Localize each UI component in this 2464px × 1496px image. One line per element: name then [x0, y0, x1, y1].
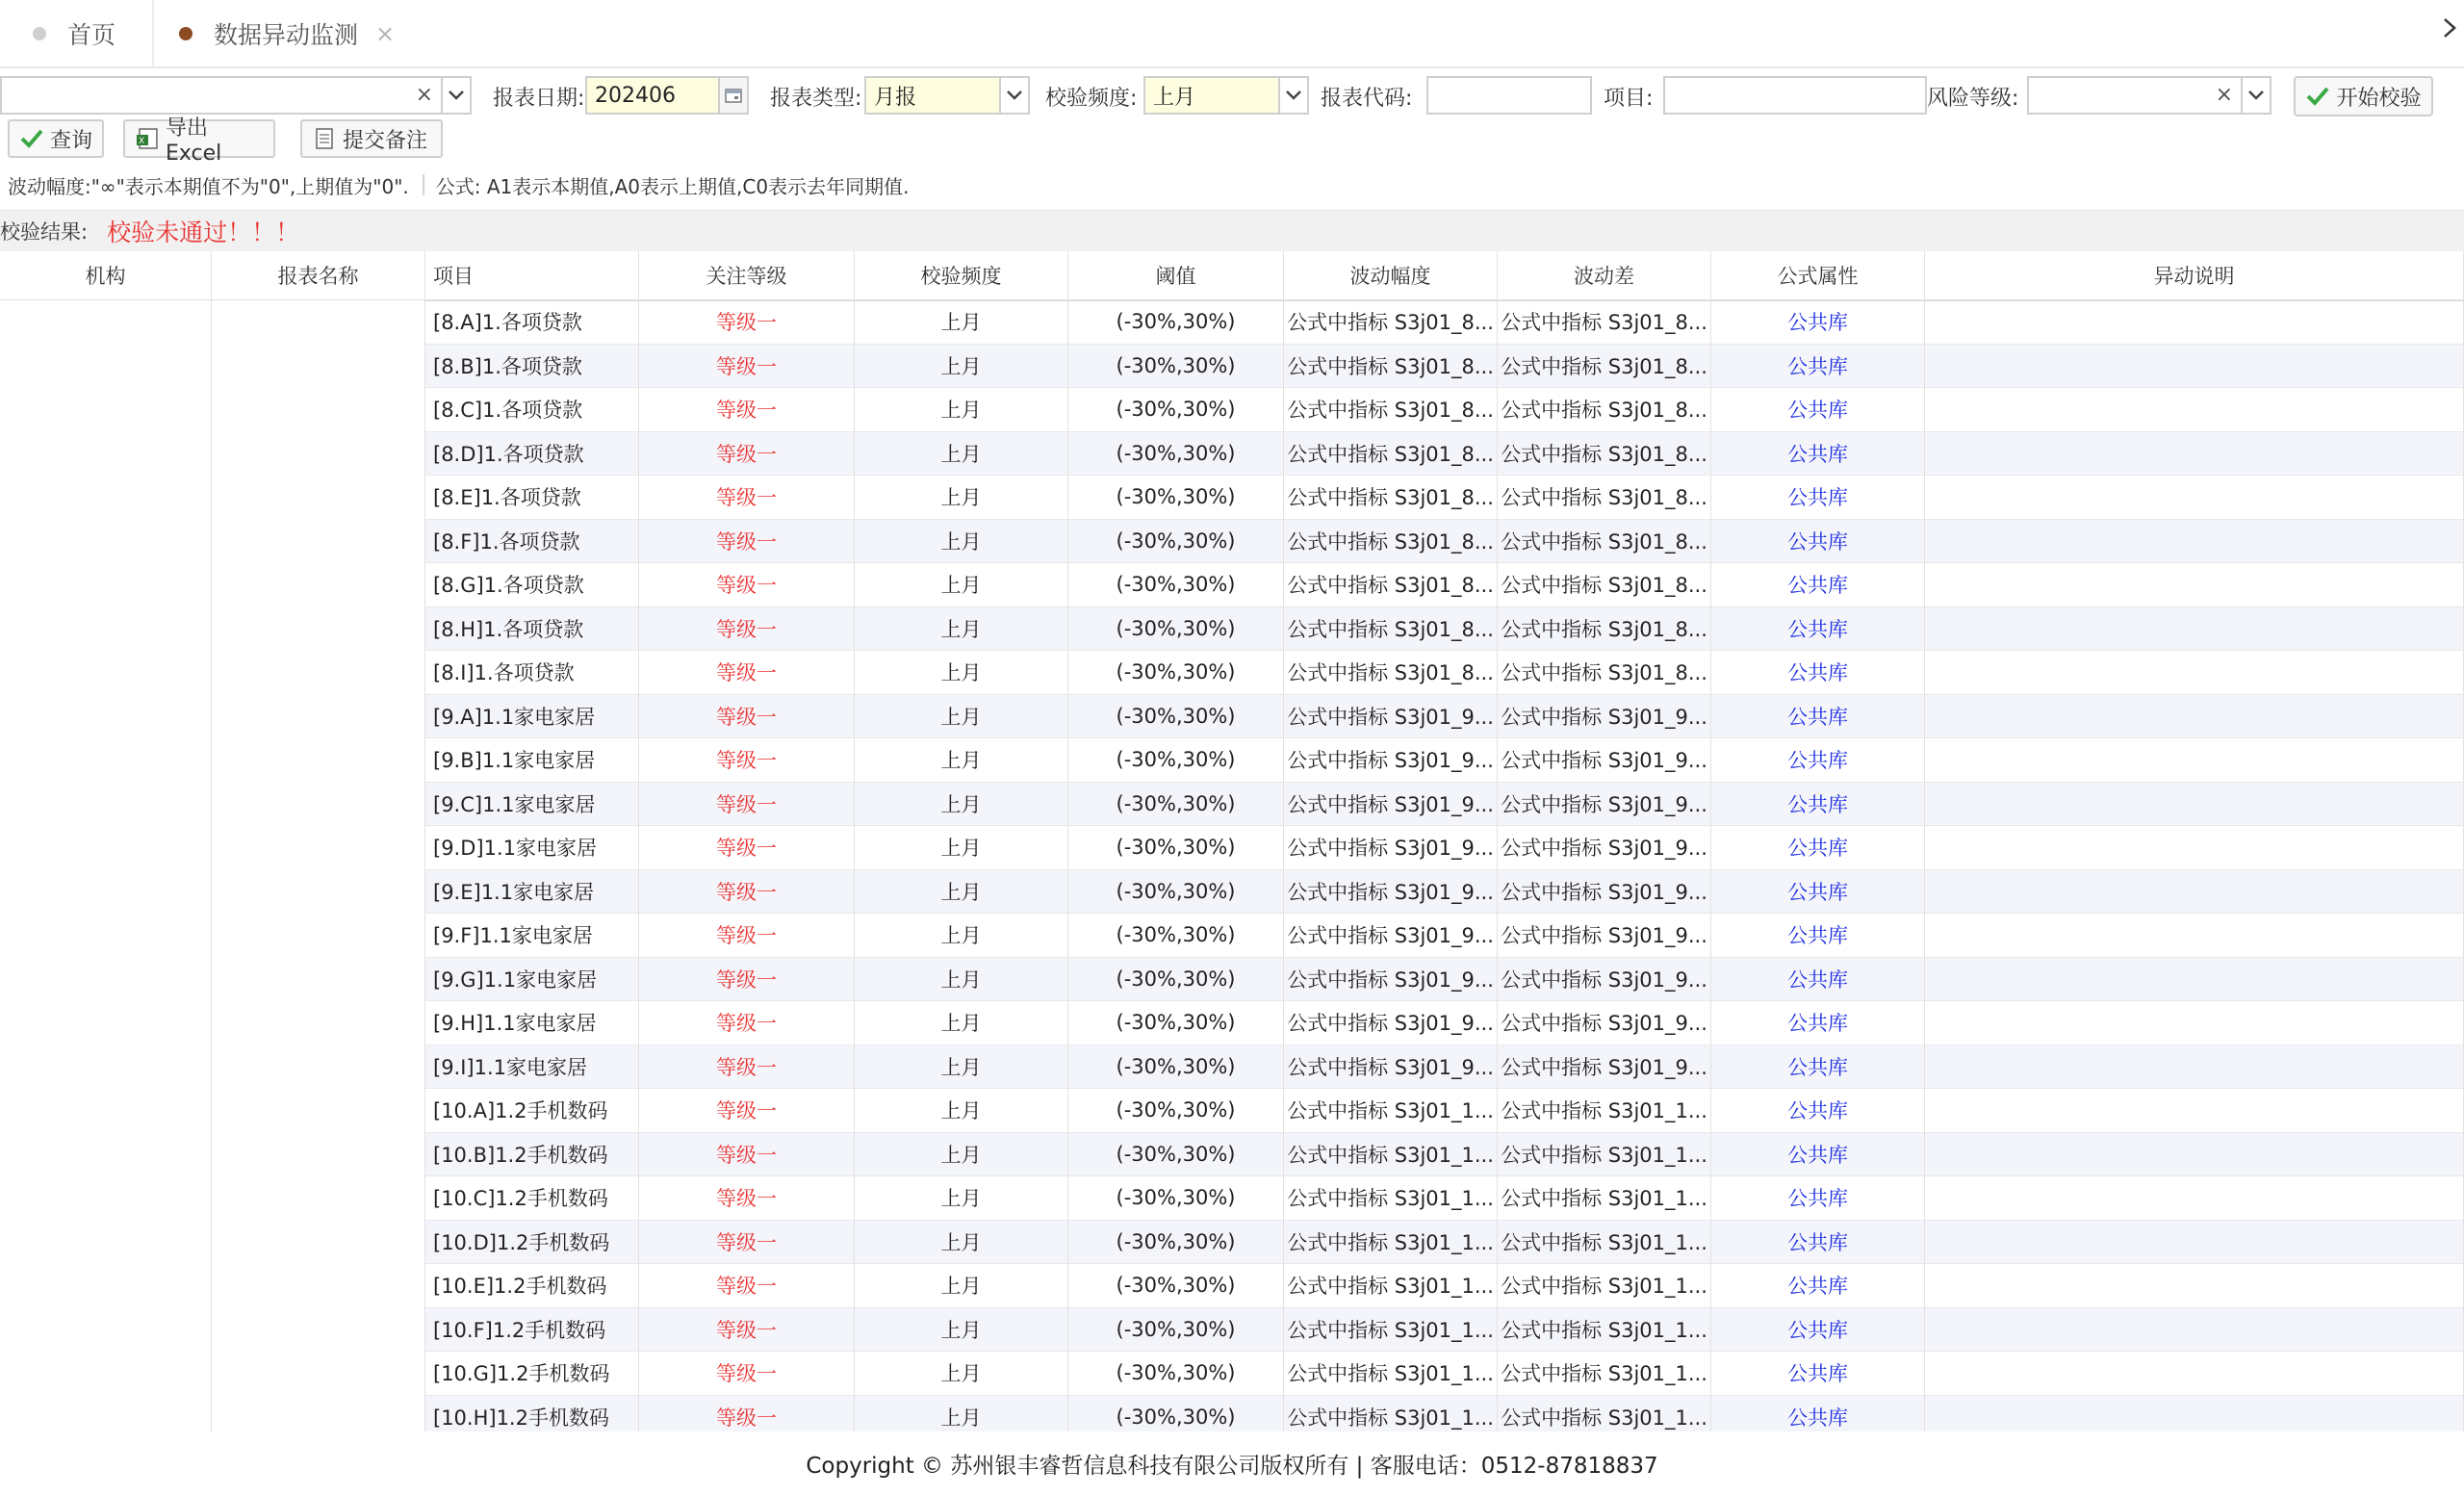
frequency-select[interactable]: [1143, 76, 1280, 115]
cell-fluctuation: 公式中指标 S3j01_8...: [1284, 563, 1498, 607]
cell-anomaly-note[interactable]: [1925, 1264, 2464, 1308]
cell-frequency: 上月: [855, 345, 1068, 389]
query-label: 查询: [50, 128, 93, 153]
cell-frequency: 上月: [855, 870, 1068, 915]
cell-difference: 公式中指标 S3j01_8...: [1498, 651, 1711, 695]
cell-formula-attr[interactable]: 公共库: [1711, 738, 1925, 783]
cell-frequency: 上月: [855, 738, 1068, 783]
cell-frequency: 上月: [855, 1176, 1068, 1221]
tab-data-monitor[interactable]: [179, 0, 406, 66]
cell-fluctuation: 公式中指标 S3j01_8...: [1284, 476, 1498, 520]
cell-difference: 公式中指标 S3j01_8...: [1498, 607, 1711, 652]
cell-formula-attr[interactable]: 公共库: [1711, 1264, 1925, 1308]
cell-frequency: 上月: [855, 914, 1068, 958]
hint-bar: [8, 170, 909, 199]
report-type-select[interactable]: [864, 76, 1001, 115]
cell-focus-level: 等级一: [639, 870, 855, 915]
cell-formula-attr[interactable]: 公共库: [1711, 432, 1925, 477]
cell-fluctuation: 公式中指标 S3j01_1...: [1284, 1396, 1498, 1432]
cell-focus-level: 等级一: [639, 1176, 855, 1221]
cell-threshold: (-30%,30%): [1068, 1133, 1284, 1177]
item-label: 项目:: [1604, 86, 1654, 111]
column-header-item[interactable]: 项目: [425, 251, 639, 299]
cell-fluctuation: 公式中指标 S3j01_9...: [1284, 958, 1498, 1002]
cell-frequency: 上月: [855, 607, 1068, 652]
cell-item: [9.C]1.1家电家居: [425, 783, 639, 827]
cell-focus-level: 等级一: [639, 651, 855, 695]
hint-divider: [423, 174, 424, 195]
cell-fluctuation: 公式中指标 S3j01_9...: [1284, 695, 1498, 739]
cell-difference: 公式中指标 S3j01_9...: [1498, 1045, 1711, 1090]
cell-fluctuation: 公式中指标 S3j01_9...: [1284, 783, 1498, 827]
chevron-down-icon[interactable]: [1280, 76, 1309, 115]
cell-focus-level: 等级一: [639, 1352, 855, 1396]
cell-anomaly-note[interactable]: [1925, 914, 2464, 958]
cell-threshold: (-30%,30%): [1068, 432, 1284, 477]
cell-threshold: (-30%,30%): [1068, 1045, 1284, 1090]
cell-fluctuation: 公式中指标 S3j01_9...: [1284, 826, 1498, 870]
cell-difference: 公式中指标 S3j01_8...: [1498, 300, 1711, 345]
cell-item: [9.B]1.1家电家居: [425, 738, 639, 783]
chevron-down-icon[interactable]: [1001, 76, 1030, 115]
column-header-fluctuation[interactable]: 波动幅度: [1284, 251, 1498, 299]
cell-difference: 公式中指标 S3j01_9...: [1498, 1001, 1711, 1045]
cell-threshold: (-30%,30%): [1068, 300, 1284, 345]
report-date-value: 202406: [595, 83, 676, 108]
cell-formula-attr[interactable]: 公共库: [1711, 1045, 1925, 1090]
tab-bar: [0, 0, 2464, 68]
report-date-label: 报表日期:: [493, 86, 585, 111]
clear-icon[interactable]: ×: [2215, 83, 2233, 107]
document-icon: [312, 127, 337, 150]
cell-difference: 公式中指标 S3j01_1...: [1498, 1133, 1711, 1177]
cell-item: [8.G]1.各项贷款: [425, 563, 639, 607]
cell-formula-attr[interactable]: 公共库: [1711, 1089, 1925, 1133]
cell-threshold: (-30%,30%): [1068, 345, 1284, 389]
cell-focus-level: 等级一: [639, 300, 855, 345]
cell-anomaly-note[interactable]: [1925, 1176, 2464, 1221]
cell-formula-attr[interactable]: 公共库: [1711, 1221, 1925, 1265]
cell-focus-level: 等级一: [639, 1133, 855, 1177]
column-header-difference[interactable]: 波动差: [1498, 251, 1711, 299]
cell-fluctuation: 公式中指标 S3j01_1...: [1284, 1264, 1498, 1308]
cell-fluctuation: 公式中指标 S3j01_8...: [1284, 300, 1498, 345]
cell-anomaly-note[interactable]: [1925, 1221, 2464, 1265]
cell-anomaly-note[interactable]: [1925, 826, 2464, 870]
excel-icon: [135, 127, 160, 150]
tab-active-dot-icon: [179, 27, 192, 40]
merged-cell-org: [0, 300, 212, 1432]
cell-threshold: (-30%,30%): [1068, 914, 1284, 958]
cell-frequency: 上月: [855, 1396, 1068, 1432]
cell-threshold: (-30%,30%): [1068, 958, 1284, 1002]
chevron-down-icon[interactable]: [443, 76, 472, 115]
cell-difference: 公式中指标 S3j01_9...: [1498, 783, 1711, 827]
cell-difference: 公式中指标 S3j01_8...: [1498, 388, 1711, 432]
cell-formula-attr[interactable]: 公共库: [1711, 1396, 1925, 1432]
chevron-down-icon[interactable]: [2243, 76, 2272, 115]
cell-anomaly-note[interactable]: [1925, 300, 2464, 345]
cell-fluctuation: 公式中指标 S3j01_1...: [1284, 1089, 1498, 1133]
cell-focus-level: 等级一: [639, 1396, 855, 1432]
cell-focus-level: 等级一: [639, 432, 855, 477]
cell-frequency: 上月: [855, 826, 1068, 870]
cell-item: [10.F]1.2手机数码: [425, 1308, 639, 1353]
svg-text:X: X: [138, 136, 145, 146]
cell-difference: 公式中指标 S3j01_9...: [1498, 738, 1711, 783]
cell-focus-level: 等级一: [639, 607, 855, 652]
cell-focus-level: 等级一: [639, 738, 855, 783]
tab-home-label: 首页: [67, 20, 116, 49]
result-table: [0, 251, 2464, 1432]
cell-item: [8.E]1.各项贷款: [425, 476, 639, 520]
cell-difference: 公式中指标 S3j01_9...: [1498, 826, 1711, 870]
cell-item: [10.A]1.2手机数码: [425, 1089, 639, 1133]
cell-anomaly-note[interactable]: [1925, 607, 2464, 652]
cell-item: [10.B]1.2手机数码: [425, 1133, 639, 1177]
cell-formula-attr[interactable]: 公共库: [1711, 914, 1925, 958]
cell-fluctuation: 公式中指标 S3j01_8...: [1284, 651, 1498, 695]
cell-anomaly-note[interactable]: [1925, 388, 2464, 432]
cell-item: [8.I]1.各项贷款: [425, 651, 639, 695]
cell-item: [9.A]1.1家电家居: [425, 695, 639, 739]
column-header-org[interactable]: 机构: [0, 251, 212, 299]
column-header-formula-attr[interactable]: 公式属性: [1711, 251, 1925, 299]
cell-difference: 公式中指标 S3j01_8...: [1498, 563, 1711, 607]
start-check-label: 开始校验: [2336, 86, 2422, 111]
cell-anomaly-note[interactable]: [1925, 783, 2464, 827]
clear-icon[interactable]: ×: [415, 83, 433, 107]
cell-anomaly-note[interactable]: [1925, 738, 2464, 783]
cell-fluctuation: 公式中指标 S3j01_1...: [1284, 1176, 1498, 1221]
cell-difference: 公式中指标 S3j01_8...: [1498, 432, 1711, 477]
cell-item: [10.C]1.2手机数码: [425, 1176, 639, 1221]
cell-threshold: (-30%,30%): [1068, 1352, 1284, 1396]
cell-formula-attr[interactable]: 公共库: [1711, 958, 1925, 1002]
cell-threshold: (-30%,30%): [1068, 1176, 1284, 1221]
cell-fluctuation: 公式中指标 S3j01_1...: [1284, 1308, 1498, 1353]
cell-frequency: 上月: [855, 1045, 1068, 1090]
cell-item: [9.H]1.1家电家居: [425, 1001, 639, 1045]
cell-focus-level: 等级一: [639, 1308, 855, 1353]
cell-frequency: 上月: [855, 300, 1068, 345]
cell-fluctuation: 公式中指标 S3j01_8...: [1284, 607, 1498, 652]
cell-item: [8.C]1.各项贷款: [425, 388, 639, 432]
cell-item: [10.G]1.2手机数码: [425, 1352, 639, 1396]
export-excel-label: 导出Excel: [165, 116, 222, 166]
cell-formula-attr[interactable]: 公共库: [1711, 1352, 1925, 1396]
cell-anomaly-note[interactable]: [1925, 1089, 2464, 1133]
start-check-button[interactable]: [2294, 76, 2433, 116]
cell-frequency: 上月: [855, 520, 1068, 564]
cell-formula-attr[interactable]: 公共库: [1711, 300, 1925, 345]
cell-difference: 公式中指标 S3j01_8...: [1498, 476, 1711, 520]
cell-frequency: 上月: [855, 958, 1068, 1002]
cell-threshold: (-30%,30%): [1068, 1089, 1284, 1133]
cell-focus-level: 等级一: [639, 388, 855, 432]
cell-item: [10.H]1.2手机数码: [425, 1396, 639, 1432]
cell-formula-attr[interactable]: 公共库: [1711, 1176, 1925, 1221]
cell-focus-level: 等级一: [639, 958, 855, 1002]
cell-threshold: (-30%,30%): [1068, 607, 1284, 652]
cell-formula-attr[interactable]: 公共库: [1711, 651, 1925, 695]
frequency-label: 校验频度:: [1045, 86, 1138, 111]
tab-close-icon[interactable]: ×: [375, 19, 396, 47]
cell-threshold: (-30%,30%): [1068, 520, 1284, 564]
cell-anomaly-note[interactable]: [1925, 1045, 2464, 1090]
cell-focus-level: 等级一: [639, 1045, 855, 1090]
report-type-label: 报表类型:: [770, 86, 862, 111]
risk-level-select[interactable]: [2027, 76, 2243, 115]
cell-difference: 公式中指标 S3j01_1...: [1498, 1396, 1711, 1432]
cell-anomaly-note[interactable]: [1925, 520, 2464, 564]
cell-formula-attr[interactable]: 公共库: [1711, 345, 1925, 389]
cell-formula-attr[interactable]: 公共库: [1711, 826, 1925, 870]
cell-focus-level: 等级一: [639, 783, 855, 827]
chevron-collapse-icon[interactable]: [2441, 13, 2458, 50]
cell-threshold: (-30%,30%): [1068, 388, 1284, 432]
cell-formula-attr[interactable]: 公共库: [1711, 1308, 1925, 1353]
cell-item: [8.H]1.各项贷款: [425, 607, 639, 652]
cell-formula-attr[interactable]: 公共库: [1711, 1001, 1925, 1045]
export-excel-button[interactable]: [123, 116, 275, 166]
check-result-status: 校验未通过！！！: [107, 219, 300, 246]
cell-focus-level: 等级一: [639, 1089, 855, 1133]
cell-focus-level: 等级一: [639, 914, 855, 958]
column-header-anomaly-note[interactable]: 异动说明: [1925, 251, 2464, 299]
cell-difference: 公式中指标 S3j01_9...: [1498, 695, 1711, 739]
cell-fluctuation: 公式中指标 S3j01_9...: [1284, 738, 1498, 783]
cell-difference: 公式中指标 S3j01_8...: [1498, 345, 1711, 389]
org-select-input[interactable]: [0, 76, 443, 115]
cell-frequency: 上月: [855, 1001, 1068, 1045]
report-code-input[interactable]: [1426, 76, 1592, 115]
cell-frequency: 上月: [855, 783, 1068, 827]
cell-threshold: (-30%,30%): [1068, 1001, 1284, 1045]
table-header: [0, 251, 2464, 301]
column-header-frequency[interactable]: 校验频度: [855, 251, 1068, 299]
check-result-bar: [0, 210, 2464, 252]
cell-fluctuation: 公式中指标 S3j01_8...: [1284, 345, 1498, 389]
tab-status-dot-icon: [33, 27, 46, 40]
cell-threshold: (-30%,30%): [1068, 1264, 1284, 1308]
cell-anomaly-note[interactable]: [1925, 695, 2464, 739]
cell-anomaly-note[interactable]: [1925, 1001, 2464, 1045]
report-type-value: 月报: [874, 85, 917, 110]
cell-item: [8.B]1.各项贷款: [425, 345, 639, 389]
cell-threshold: (-30%,30%): [1068, 476, 1284, 520]
cell-focus-level: 等级一: [639, 1001, 855, 1045]
cell-item: [9.I]1.1家电家居: [425, 1045, 639, 1090]
fluctuation-hint: 波动幅度:"∞"表示本期值不为"0",上期值为"0".: [8, 174, 409, 198]
query-button[interactable]: [8, 119, 104, 158]
cell-frequency: 上月: [855, 1308, 1068, 1353]
tab-data-monitor-label: 数据异动监测: [214, 20, 359, 49]
cell-frequency: 上月: [855, 695, 1068, 739]
cell-threshold: (-30%,30%): [1068, 651, 1284, 695]
cell-threshold: (-30%,30%): [1068, 1308, 1284, 1353]
cell-fluctuation: 公式中指标 S3j01_8...: [1284, 388, 1498, 432]
cell-focus-level: 等级一: [639, 345, 855, 389]
cell-item: [8.F]1.各项贷款: [425, 520, 639, 564]
cell-formula-attr[interactable]: 公共库: [1711, 563, 1925, 607]
cell-anomaly-note[interactable]: [1925, 1396, 2464, 1432]
cell-fluctuation: 公式中指标 S3j01_9...: [1284, 1045, 1498, 1090]
merged-cell-report-name: [212, 300, 425, 1432]
submit-note-button[interactable]: [300, 119, 443, 158]
cell-difference: 公式中指标 S3j01_1...: [1498, 1352, 1711, 1396]
cell-formula-attr[interactable]: 公共库: [1711, 520, 1925, 564]
cell-focus-level: 等级一: [639, 826, 855, 870]
formula-hint: 公式: A1表示本期值,A0表示上期值,C0表示去年同期值.: [435, 174, 910, 198]
cell-frequency: 上月: [855, 1133, 1068, 1177]
cell-difference: 公式中指标 S3j01_9...: [1498, 870, 1711, 915]
cell-threshold: (-30%,30%): [1068, 1221, 1284, 1265]
cell-item: [8.D]1.各项贷款: [425, 432, 639, 477]
item-input[interactable]: [1663, 76, 1927, 115]
cell-difference: 公式中指标 S3j01_9...: [1498, 958, 1711, 1002]
cell-formula-attr[interactable]: 公共库: [1711, 476, 1925, 520]
tab-home[interactable]: [33, 0, 116, 66]
cell-focus-level: 等级一: [639, 520, 855, 564]
cell-anomaly-note[interactable]: [1925, 651, 2464, 695]
cell-anomaly-note[interactable]: [1925, 432, 2464, 477]
tab-divider: [152, 0, 154, 66]
cell-threshold: (-30%,30%): [1068, 783, 1284, 827]
cell-item: [10.D]1.2手机数码: [425, 1221, 639, 1265]
cell-threshold: (-30%,30%): [1068, 695, 1284, 739]
cell-item: [10.E]1.2手机数码: [425, 1264, 639, 1308]
cell-frequency: 上月: [855, 1089, 1068, 1133]
cell-focus-level: 等级一: [639, 476, 855, 520]
cell-frequency: 上月: [855, 1264, 1068, 1308]
frequency-value: 上月: [1153, 85, 1196, 110]
cell-anomaly-note[interactable]: [1925, 1308, 2464, 1353]
check-icon: [19, 127, 44, 150]
cell-threshold: (-30%,30%): [1068, 563, 1284, 607]
cell-fluctuation: 公式中指标 S3j01_8...: [1284, 520, 1498, 564]
cell-threshold: (-30%,30%): [1068, 738, 1284, 783]
cell-fluctuation: 公式中指标 S3j01_1...: [1284, 1352, 1498, 1396]
cell-frequency: 上月: [855, 1221, 1068, 1265]
check-result-label: 校验结果:: [0, 220, 89, 244]
cell-anomaly-note[interactable]: [1925, 476, 2464, 520]
calendar-icon[interactable]: [720, 76, 749, 115]
cell-item: [9.D]1.1家电家居: [425, 826, 639, 870]
cell-frequency: 上月: [855, 388, 1068, 432]
cell-frequency: 上月: [855, 563, 1068, 607]
cell-fluctuation: 公式中指标 S3j01_9...: [1284, 1001, 1498, 1045]
cell-anomaly-note[interactable]: [1925, 563, 2464, 607]
cell-fluctuation: 公式中指标 S3j01_9...: [1284, 914, 1498, 958]
submit-note-label: 提交备注: [343, 128, 428, 153]
cell-fluctuation: 公式中指标 S3j01_1...: [1284, 1133, 1498, 1177]
cell-frequency: 上月: [855, 651, 1068, 695]
risk-level-label: 风险等级:: [1927, 86, 2019, 111]
cell-threshold: (-30%,30%): [1068, 870, 1284, 915]
cell-formula-attr[interactable]: 公共库: [1711, 870, 1925, 915]
cell-anomaly-note[interactable]: [1925, 958, 2464, 1002]
cell-anomaly-note[interactable]: [1925, 1352, 2464, 1396]
filter-bar: [0, 71, 2464, 121]
cell-formula-attr[interactable]: 公共库: [1711, 783, 1925, 827]
column-header-report-name[interactable]: 报表名称: [212, 251, 425, 299]
cell-difference: 公式中指标 S3j01_1...: [1498, 1308, 1711, 1353]
cell-fluctuation: 公式中指标 S3j01_1...: [1284, 1221, 1498, 1265]
check-icon: [2305, 86, 2330, 107]
cell-difference: 公式中指标 S3j01_1...: [1498, 1176, 1711, 1221]
cell-frequency: 上月: [855, 1352, 1068, 1396]
footer-copyright: Copyright © 苏州银丰睿哲信息科技有限公司版权所有 | 客服电话：0512-87818837: [0, 1432, 2464, 1496]
cell-focus-level: 等级一: [639, 1264, 855, 1308]
cell-frequency: 上月: [855, 432, 1068, 477]
cell-item: [9.G]1.1家电家居: [425, 958, 639, 1002]
cell-fluctuation: 公式中指标 S3j01_9...: [1284, 870, 1498, 915]
column-header-threshold[interactable]: 阈值: [1068, 251, 1284, 299]
cell-difference: 公式中指标 S3j01_1...: [1498, 1264, 1711, 1308]
cell-formula-attr[interactable]: 公共库: [1711, 388, 1925, 432]
column-header-focus-level[interactable]: 关注等级: [639, 251, 855, 299]
cell-threshold: (-30%,30%): [1068, 826, 1284, 870]
cell-difference: 公式中指标 S3j01_1...: [1498, 1089, 1711, 1133]
cell-formula-attr[interactable]: 公共库: [1711, 607, 1925, 652]
cell-frequency: 上月: [855, 476, 1068, 520]
cell-item: [9.E]1.1家电家居: [425, 870, 639, 915]
cell-difference: 公式中指标 S3j01_8...: [1498, 520, 1711, 564]
report-code-label: 报表代码:: [1321, 86, 1413, 111]
cell-anomaly-note[interactable]: [1925, 1133, 2464, 1177]
cell-focus-level: 等级一: [639, 695, 855, 739]
cell-formula-attr[interactable]: 公共库: [1711, 695, 1925, 739]
report-date-input[interactable]: [585, 76, 720, 115]
cell-fluctuation: 公式中指标 S3j01_8...: [1284, 432, 1498, 477]
cell-anomaly-note[interactable]: [1925, 345, 2464, 389]
cell-item: [9.F]1.1家电家居: [425, 914, 639, 958]
cell-threshold: (-30%,30%): [1068, 1396, 1284, 1432]
cell-focus-level: 等级一: [639, 1221, 855, 1265]
cell-formula-attr[interactable]: 公共库: [1711, 1133, 1925, 1177]
cell-anomaly-note[interactable]: [1925, 870, 2464, 915]
cell-focus-level: 等级一: [639, 563, 855, 607]
cell-item: [8.A]1.各项贷款: [425, 300, 639, 345]
cell-difference: 公式中指标 S3j01_1...: [1498, 1221, 1711, 1265]
cell-difference: 公式中指标 S3j01_9...: [1498, 914, 1711, 958]
